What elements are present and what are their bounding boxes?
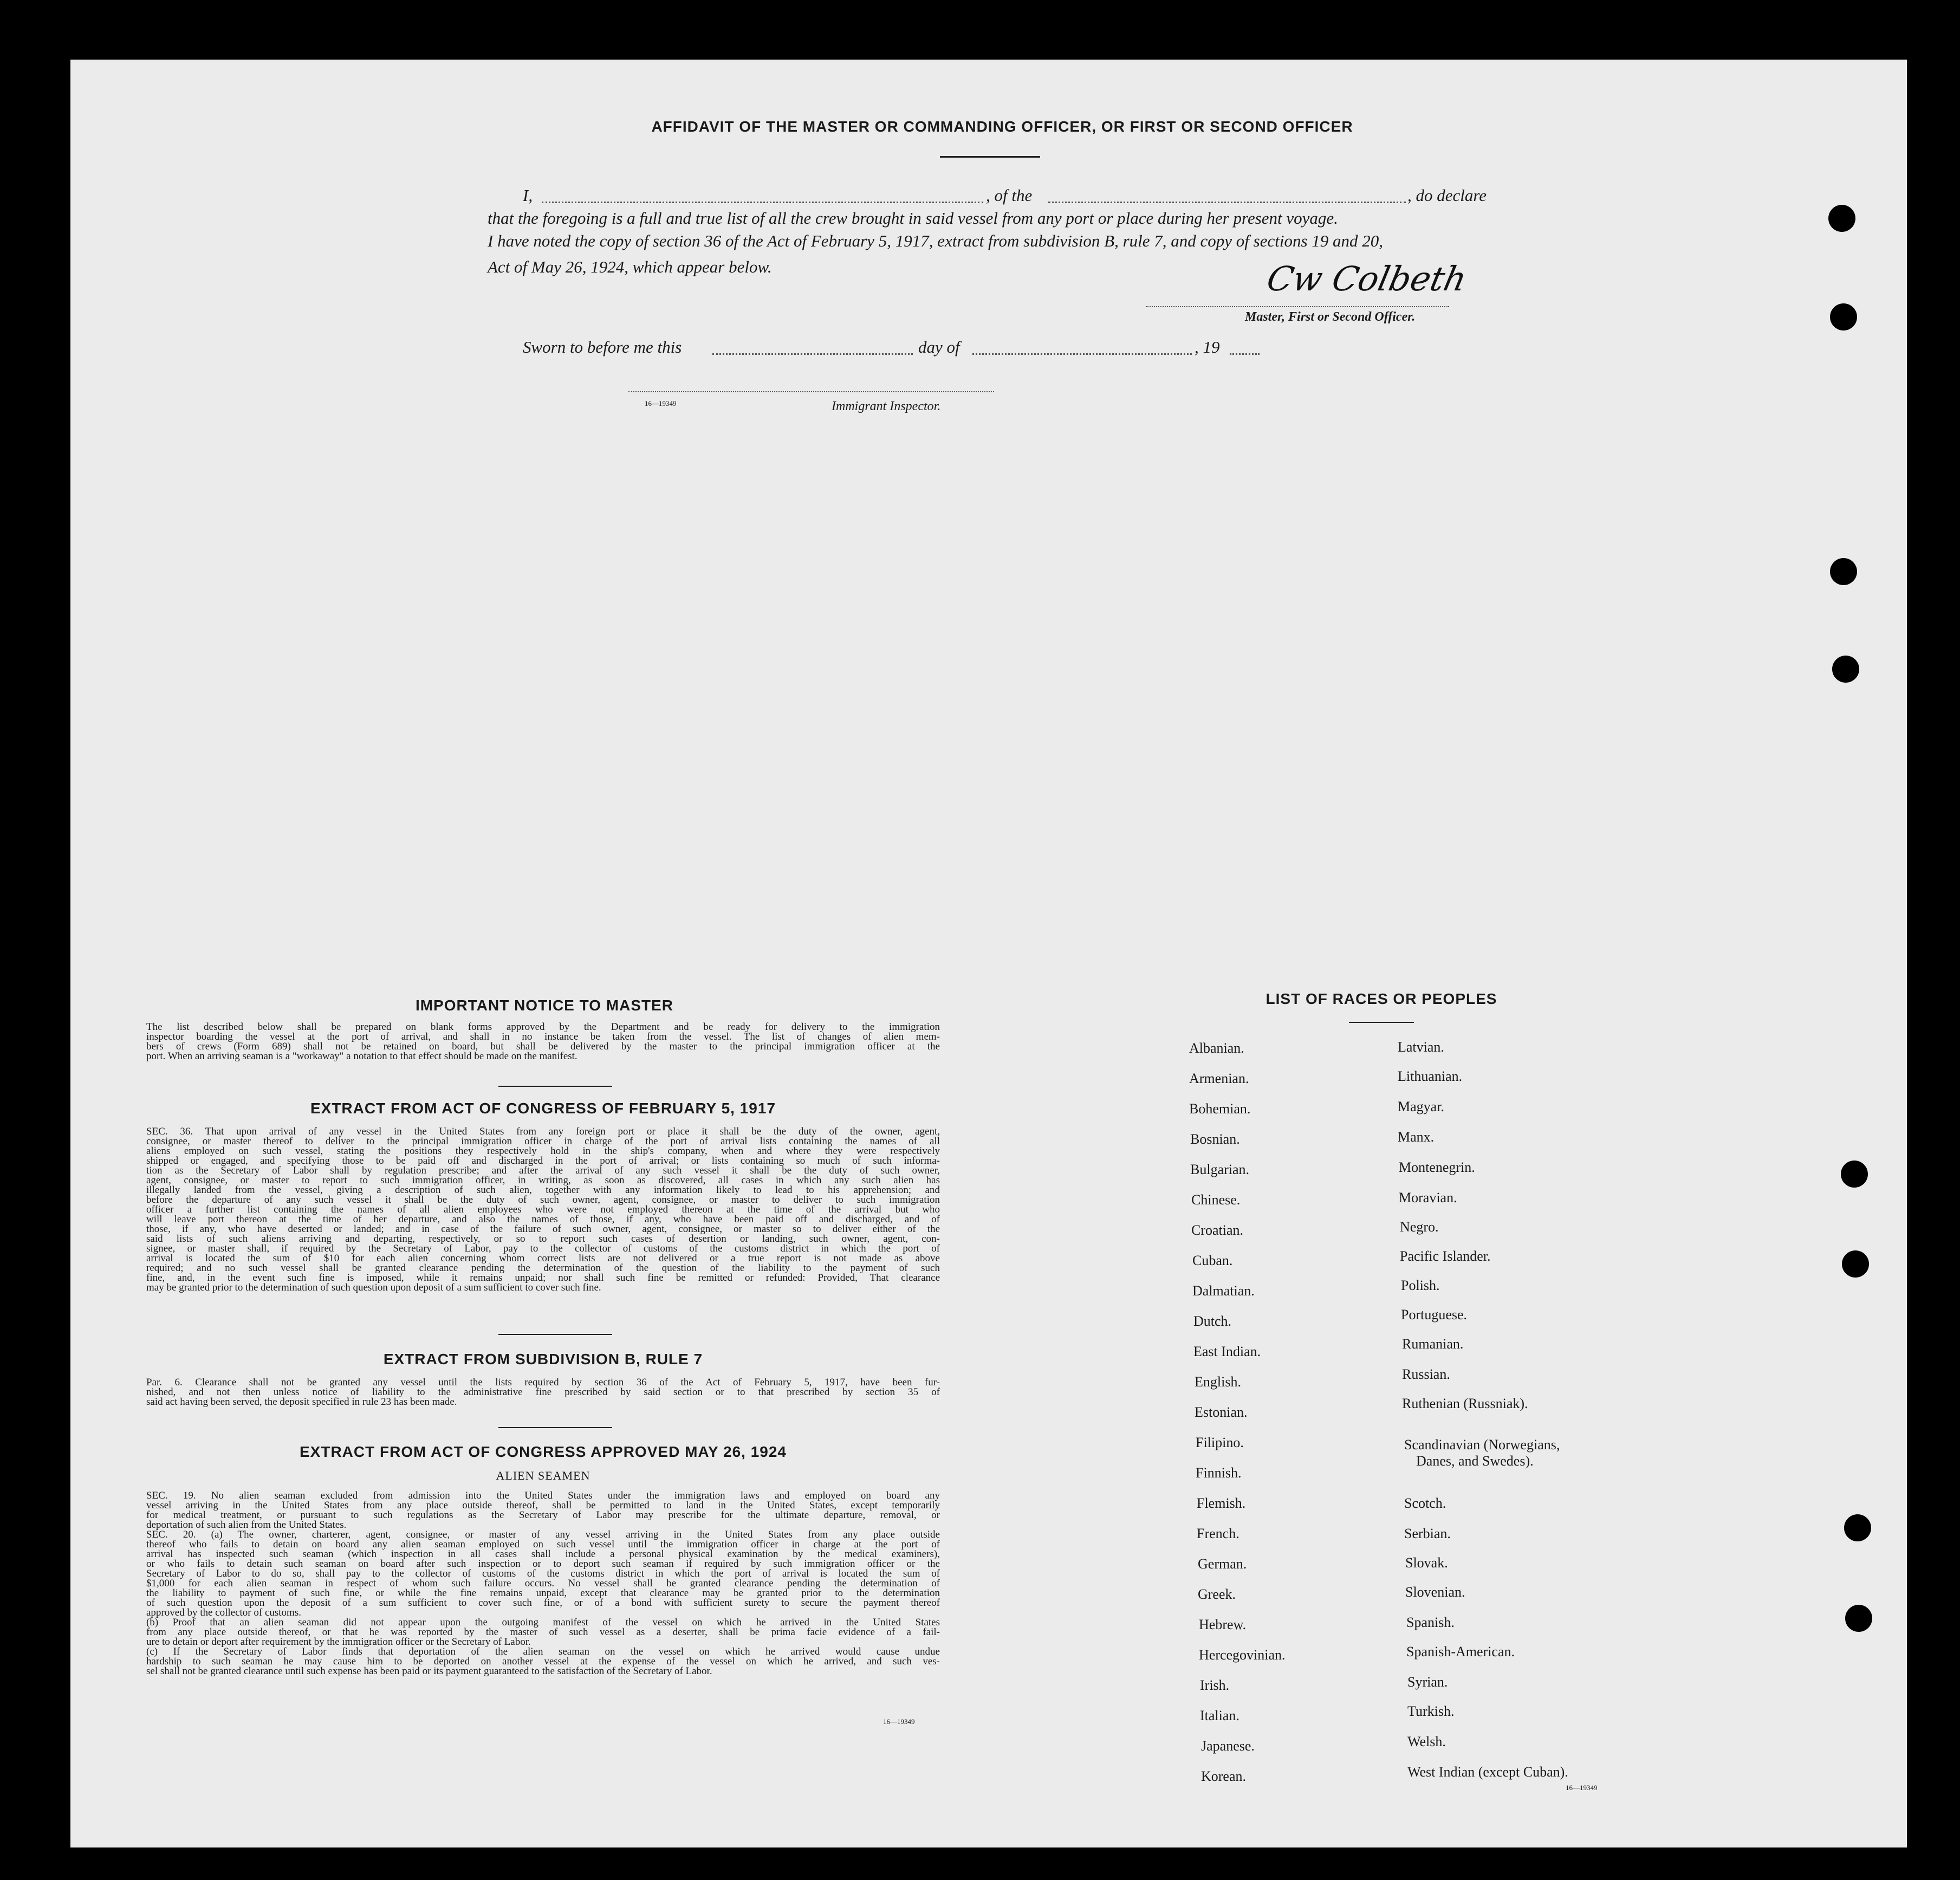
race-item: Flemish.	[1197, 1495, 1246, 1511]
declaration-line-2: that the foregoing is a full and true list of all the crew brought in said vessel from any port or place during her present voyage.	[488, 209, 1338, 228]
extract-line: from any place outside thereof, or that he was reported by the master of such vessel as a deserter, shall be prima facie evidence of a fail-	[146, 1626, 940, 1638]
race-item: Korean.	[1201, 1768, 1247, 1784]
notice-line: port. When an arriving seaman is a "workaway" a notation to that effect should be made on the manifest.	[146, 1051, 577, 1062]
race-item: Chinese.	[1191, 1192, 1241, 1208]
race-item: Slovak.	[1405, 1555, 1448, 1571]
extract-line: consignee, or master thereof to deliver to the principal immigration officer in charge of the port of arrival lists containing the names of all	[146, 1136, 940, 1147]
extract-line: thereof who fails to detain on board any alien seaman employed on such vessel until the immigration officer in charge at the port of	[146, 1539, 940, 1550]
race-item: East Indian.	[1193, 1344, 1261, 1359]
race-item: Manx.	[1398, 1129, 1435, 1145]
race-item: Hebrew.	[1199, 1617, 1247, 1632]
race-item: Negro.	[1400, 1219, 1439, 1235]
race-item: Irish.	[1200, 1677, 1230, 1693]
races-title-rule	[1349, 1022, 1414, 1023]
extract-1917-title: EXTRACT FROM ACT OF CONGRESS OF FEBRUARY 5, 1917	[310, 1100, 776, 1117]
extract-line: approved by the collector of customs.	[146, 1607, 301, 1618]
extract-line: SEC. 19. No alien seaman excluded from admission into the United States under the immigration laws and employed on board any	[146, 1490, 940, 1501]
race-item: Welsh.	[1407, 1734, 1446, 1749]
punch-hole	[1828, 205, 1855, 232]
race-item: Serbian.	[1404, 1526, 1451, 1541]
race-item: Finnish.	[1196, 1465, 1242, 1481]
year-label: , 19	[1195, 338, 1220, 356]
vessel-name-field[interactable]	[1048, 202, 1406, 203]
races-form-number: 16—19349	[1566, 1784, 1598, 1792]
extract-line: arrival has inspected such seaman (which inspection in all cases shall include a personal physical examination by the medical examiners),	[146, 1548, 940, 1560]
alien-seamen-subtitle: ALIEN SEAMEN	[496, 1469, 590, 1482]
race-item: Montenegrin.	[1399, 1159, 1475, 1175]
extract-line: (b) Proof that an alien seaman did not appear upon the outgoing manifest of the vessel on which he arrived in the United States	[146, 1617, 940, 1628]
extract-line: ure to detain or deport after requirement by the immigration officer or the Secretary of Labor.	[146, 1636, 531, 1648]
extract-line: officer a further list containing the names of all alien employees who were not employed thereon at the time of the arrival but who	[146, 1204, 940, 1215]
punch-hole	[1830, 303, 1857, 330]
race-item: Spanish.	[1406, 1615, 1455, 1630]
race-item: Turkish.	[1407, 1703, 1455, 1719]
extract-line: SEC. 20. (a) The owner, charterer, agent, consignee, or master of any vessel arriving in the United States from any place outside	[146, 1529, 940, 1540]
extract-line: tion as the Secretary of Labor shall by regulation prescribe; and after the arrival of any such vessel it shall be the duty of such owner,	[146, 1165, 940, 1176]
extract-line: deportation of such alien from the United States.	[146, 1519, 347, 1531]
rule7-body	[146, 1378, 940, 1407]
extract-line: said lists of such aliens arriving and departing, respectively, or so to report such cases of desertion or landing, such owner, agent, con-	[146, 1233, 940, 1244]
rule7-line: Par. 6. Clearance shall not be granted any vessel until the lists required by section 36 of the Act of February 5, 1917, have been fur-	[146, 1377, 940, 1388]
race-item: Spanish-American.	[1406, 1644, 1515, 1659]
declarant-name-field[interactable]	[542, 202, 983, 203]
race-item: Portuguese.	[1401, 1307, 1468, 1323]
notice-line: inspector boarding the vessel at the port of arrival, and shall in no instance be taken from the vessel. The list of changes of alien mem-	[146, 1031, 940, 1042]
rule7-title: EXTRACT FROM SUBDIVISION B, RULE 7	[383, 1351, 703, 1367]
inspector-signature-line[interactable]	[628, 391, 994, 392]
extract-line: arrival is located the sum of $10 for each alien concerning whom correct lists are not delivered or a true report is not made as above	[146, 1253, 940, 1264]
affidavit-form-number: 16—19349	[645, 399, 677, 407]
punch-hole	[1844, 1514, 1871, 1541]
declaration-line-4: Act of May 26, 1924, which appear below.	[488, 257, 772, 276]
race-item: Russian.	[1402, 1366, 1450, 1382]
race-item: French.	[1197, 1526, 1239, 1541]
race-item: Estonian.	[1195, 1404, 1248, 1420]
notice-line: The list described below shall be prepared on blank forms approved by the Department and be ready for delivery to the immigration	[146, 1021, 940, 1033]
race-item: Filipino.	[1196, 1435, 1244, 1450]
sworn-month-field[interactable]	[972, 353, 1192, 355]
race-item: Polish.	[1401, 1278, 1440, 1293]
extract-line: shipped or engaged, and specifying those to be paid off and discharged in the port of arrival; or lists containing so much of such informa-	[146, 1155, 940, 1166]
officer-signature: Cw Colbeth	[1263, 259, 1470, 299]
race-item: Hercegovinian.	[1199, 1647, 1286, 1663]
race-item: Ruthenian (Russniak).	[1402, 1396, 1528, 1411]
race-item: Moravian.	[1399, 1190, 1457, 1205]
race-item: Bosnian.	[1190, 1131, 1240, 1147]
extract-line: vessel arriving in the United States from any place outside thereof, shall be permitted to land in the United States, except temporarily	[146, 1500, 940, 1511]
rule7-line: nished, and not then unless notice of liability to the administrative fine prescribed by said section or to that prescribed by section 35 of	[146, 1386, 940, 1398]
punch-hole	[1842, 1250, 1869, 1278]
race-item: Danes, and Swedes).	[1416, 1453, 1534, 1469]
extract-line: sel shall not be granted clearance until such expense has been paid or its payment guaranteed to the satisfaction of the Secretary of Labor.	[146, 1665, 712, 1677]
extract-line: signee, or master shall, if required by the Secretary of Labor, pay to the collector of customs of the customs district in which the port of	[146, 1243, 940, 1254]
race-item: German.	[1198, 1556, 1247, 1572]
punch-hole	[1830, 558, 1857, 585]
race-item: Bulgarian.	[1190, 1162, 1250, 1177]
race-item: Dalmatian.	[1192, 1283, 1255, 1299]
race-item: Dutch.	[1193, 1313, 1232, 1329]
section-rule	[498, 1334, 612, 1335]
do-declare-label: , do declare	[1407, 186, 1487, 205]
extract-line: required; and no such vessel shall be granted clearance pending the determination of the question of the liability to the payment of such	[146, 1262, 940, 1274]
race-item: Italian.	[1200, 1708, 1239, 1723]
race-item: Syrian.	[1407, 1674, 1448, 1690]
extract-line: aliens employed on such vessel, stating the positions they respectively hold in the ship's company, when and where they were respectively	[146, 1145, 940, 1157]
notice-title: IMPORTANT NOTICE TO MASTER	[415, 997, 674, 1014]
section-rule	[498, 1086, 612, 1087]
extract-line: $1,000 for each alien seaman in respect of whom such failure occurs. No vessel shall be granted clearance pending the determination of	[146, 1578, 940, 1589]
extract-form-number: 16—19349	[883, 1717, 915, 1726]
declaration-line-3: I have noted the copy of section 36 of the Act of February 5, 1917, extract from subdivision B, rule 7, and copy of sections 19 and 20,	[488, 231, 1384, 250]
race-item: Armenian.	[1189, 1071, 1249, 1086]
race-item: Pacific Islander.	[1400, 1248, 1491, 1264]
extract-line: may be granted prior to the determination of such question upon deposit of a sum sufficient to cover such fine.	[146, 1282, 601, 1293]
race-item: English.	[1195, 1374, 1241, 1390]
sworn-year-field[interactable]	[1230, 353, 1260, 355]
title-rule	[940, 156, 1040, 158]
race-item: Lithuanian.	[1398, 1068, 1463, 1084]
punch-hole	[1841, 1161, 1868, 1188]
race-item: Albanian.	[1189, 1040, 1244, 1056]
signature-caption: Master, First or Second Officer.	[1245, 310, 1416, 324]
race-item: Latvian.	[1398, 1039, 1444, 1055]
sworn-label: Sworn to before me this	[523, 338, 682, 356]
extract-1917-body	[146, 1127, 940, 1293]
affidavit-title: AFFIDAVIT OF THE MASTER OR COMMANDING OFFICER, OR FIRST OR SECOND OFFICER	[651, 118, 1353, 135]
extract-line: SEC. 36. That upon arrival of any vessel in the United States from any foreign port or place it shall be the duty of the owner, agent,	[146, 1126, 940, 1137]
extract-1924-body	[146, 1491, 940, 1676]
extract-line: agent, consignee, or master to report to such immigration officer, in writing, as soon as discovered, all cases in which any such alien has	[146, 1175, 940, 1186]
day-of-label: day of	[918, 338, 960, 356]
race-item: Slovenian.	[1405, 1584, 1465, 1600]
extract-line: before the departure of any such vessel it shall be the duty of such owner, agent, consignee, or master to deliver to such immigration	[146, 1194, 940, 1205]
inspector-caption: Immigrant Inspector.	[832, 399, 941, 413]
extract-line: fine, and, in the event such fine is imposed, while it remains unpaid; nor shall such fine be remitted or refunded: Provided, That clearance	[146, 1272, 940, 1283]
race-item: Japanese.	[1201, 1738, 1255, 1754]
extract-line: Secretary of Labor to do so, shall pay to the collector of customs of the customs district in which the port of arrival is located the sum of	[146, 1568, 940, 1579]
races-title: LIST OF RACES OR PEOPLES	[1265, 990, 1497, 1007]
extract-line: or who fails to detain such seaman on board after such inspection or to deport such seaman if required by such immigration officer or the	[146, 1558, 940, 1570]
race-item: West Indian (except Cuban).	[1407, 1764, 1568, 1780]
of-the-label: , of the	[986, 186, 1033, 205]
extract-line: hardship to such seaman he may cause him to be deported on another vessel at the expense of the vessel on which he arrived, and such ves-	[146, 1656, 940, 1667]
extract-line: for medical treatment, or pursuant to such regulations as the Secretary of Labor may prescribe for the ultimate departure, removal, or	[146, 1509, 940, 1521]
punch-hole	[1845, 1605, 1872, 1632]
rule7-line: said act having been served, the deposit specified in rule 23 has been made.	[146, 1396, 457, 1408]
extract-line: will leave port thereon at the time of her departure, and also the names of those, if any, who have been paid off and discharged, and of	[146, 1214, 940, 1225]
sworn-day-field[interactable]	[712, 353, 913, 355]
punch-hole	[1832, 656, 1859, 683]
section-rule	[498, 1427, 612, 1428]
extract-line: those, if any, who have deserted or landed; and in case of the failure of such owner, agent, consignee, or master so to deliver either of the	[146, 1223, 940, 1235]
race-item: Greek.	[1198, 1586, 1236, 1602]
extract-line: of such question upon the deposit of a sum sufficient to cover such fine, or of a bond with sufficient surety to secure the payment thereof	[146, 1597, 940, 1609]
extract-line: illegally landed from the vessel, giving a description of such alien, together with any information likely to lead to his apprehension; and	[146, 1184, 940, 1196]
extract-1924-title: EXTRACT FROM ACT OF CONGRESS APPROVED MAY 26, 1924	[300, 1443, 787, 1460]
extract-line: the liability to payment of such fine, or while the fine remains unpaid, except that clearance may be granted prior to the determination	[146, 1587, 940, 1599]
notice-line: bers of crews (Form 689) shall not be retained on board, but shall be delivered by the master to the principal immigration officer at the	[146, 1041, 940, 1052]
race-item: Rumanian.	[1402, 1336, 1464, 1352]
declarant-label: I,	[523, 186, 533, 205]
notice-body	[146, 1022, 940, 1061]
race-item: Bohemian.	[1189, 1101, 1251, 1117]
race-item: Croatian.	[1191, 1222, 1244, 1238]
race-item: Scotch.	[1404, 1495, 1446, 1511]
race-item: Cuban.	[1192, 1253, 1233, 1268]
extract-line: (c) If the Secretary of Labor finds that deportation of the alien seaman on the vessel on which he arrived would cause undue	[146, 1646, 940, 1657]
race-item: Scandinavian (Norwegians,	[1404, 1437, 1560, 1453]
race-item: Magyar.	[1398, 1099, 1444, 1114]
